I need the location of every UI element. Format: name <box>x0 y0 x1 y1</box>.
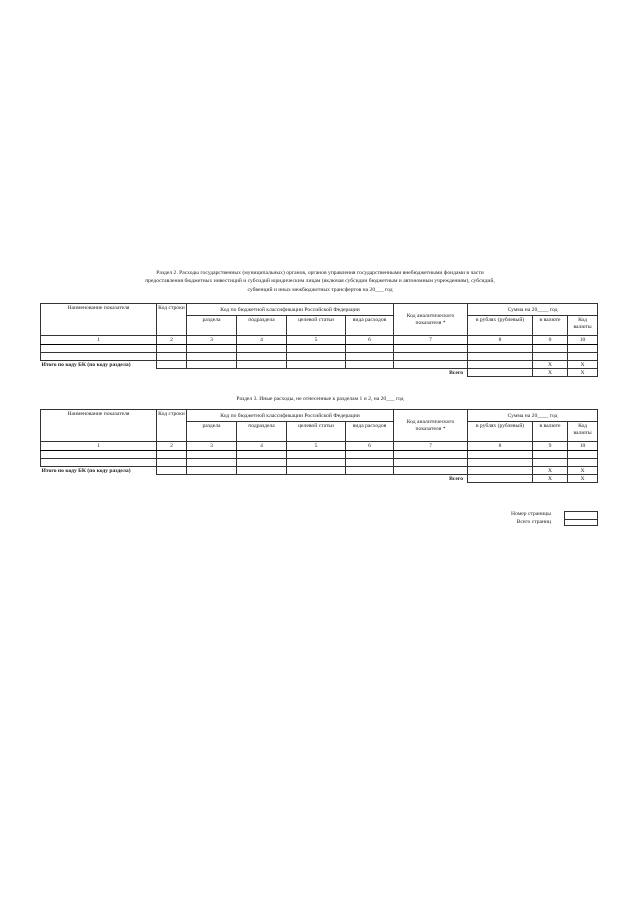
col-header-sum-group: Сумма на 20____ год <box>468 410 598 422</box>
x-mark: X <box>568 369 598 377</box>
total-pages-field[interactable] <box>564 519 598 526</box>
cell-podrazdel[interactable] <box>237 361 287 369</box>
cell-name[interactable] <box>41 459 157 467</box>
cell-code[interactable] <box>157 361 187 369</box>
cell-podrazdel[interactable] <box>237 467 287 475</box>
total-label: Всего <box>449 369 464 376</box>
cell-target[interactable] <box>287 353 346 361</box>
col-number: 4 <box>237 336 287 345</box>
col-number: 7 <box>394 336 468 345</box>
cell-target[interactable] <box>287 451 346 459</box>
col-number: 3 <box>187 442 237 451</box>
col-number: 5 <box>287 336 346 345</box>
x-mark: X <box>533 467 568 475</box>
cell-razdel[interactable] <box>187 467 237 475</box>
x-mark: X <box>533 361 568 369</box>
section-2-title-line-1: Раздел 2. Расходы государственных (муниципальных) органов, органов управления государственными внебюджетными фондами в части <box>156 270 484 276</box>
cell-expense-type[interactable] <box>346 459 394 467</box>
col-header-name: Наименование показателя <box>41 304 157 336</box>
cell-podrazdel[interactable] <box>237 345 287 353</box>
subtotal-label: Итого по коду БК (по коду раздела) <box>41 467 131 474</box>
cell-rub-total[interactable] <box>468 475 533 483</box>
col-header-podrazdel: подраздела <box>237 316 287 336</box>
section-2-table <box>40 303 598 377</box>
section-3-title: Раздел 3. Иные расходы, не отнесенные к разделам 1 и 2, на 20___ год <box>236 396 404 402</box>
cell-rub[interactable] <box>468 361 533 369</box>
cell-analytic[interactable] <box>394 361 468 369</box>
cell-code[interactable] <box>157 345 187 353</box>
col-header-name: Наименование показателя <box>41 410 157 442</box>
cell-analytic[interactable] <box>394 353 468 361</box>
cell-rub[interactable] <box>468 345 533 353</box>
cell-currency[interactable] <box>533 353 568 361</box>
total-row <box>41 475 598 483</box>
col-number: 6 <box>346 336 394 345</box>
cell-target[interactable] <box>287 459 346 467</box>
col-header-rub: в рублях (рублевый) <box>468 316 533 336</box>
cell-razdel[interactable] <box>187 451 237 459</box>
subtotal-label: Итого по коду БК (по коду раздела) <box>41 361 131 368</box>
cell-name[interactable] <box>41 353 157 361</box>
column-number-row <box>41 442 598 451</box>
cell-target[interactable] <box>287 467 346 475</box>
cell-expense-type[interactable] <box>346 451 394 459</box>
col-header-expense-type: вида расходов <box>346 422 394 442</box>
col-number: 2 <box>157 336 187 345</box>
col-header-analytic: Код аналитического показателя * <box>394 410 468 442</box>
col-header-currency-code: Код валюты <box>568 316 598 336</box>
cell-expense-type[interactable] <box>346 361 394 369</box>
col-number: 6 <box>346 442 394 451</box>
col-header-razdel: раздела <box>187 422 237 442</box>
table-row[interactable] <box>41 353 598 361</box>
total-row <box>41 369 598 377</box>
cell-razdel[interactable] <box>187 345 237 353</box>
x-mark: X <box>533 369 568 377</box>
subtotal-row <box>41 361 598 369</box>
col-header-analytic: Код аналитического показателя * <box>394 304 468 336</box>
x-mark: X <box>568 467 598 475</box>
col-header-bk-group: Код по бюджетной классификации Российской Федерации <box>187 410 394 422</box>
table-row[interactable] <box>41 345 598 353</box>
col-header-code: Код строки <box>157 304 187 336</box>
col-number: 1 <box>41 442 157 451</box>
col-number: 0 <box>533 336 568 345</box>
section-2-title-line-2: предоставления бюджетных инвестиций и субсидий юридическим лицам (включая субсидии бюджетным и автономным учреждениям), субсидий, <box>145 278 495 285</box>
cell-code[interactable] <box>157 467 187 475</box>
cell-code[interactable] <box>157 451 187 459</box>
col-header-target: целевой статьи <box>287 316 346 336</box>
col-header-podrazdel: подраздела <box>237 422 287 442</box>
col-header-razdel: раздела <box>187 316 237 336</box>
cell-podrazdel[interactable] <box>237 451 287 459</box>
col-header-target: целевой статьи <box>287 422 346 442</box>
col-number: 10 <box>568 336 598 345</box>
x-mark: X <box>533 475 568 483</box>
cell-currency-code[interactable] <box>568 451 598 459</box>
col-number: 8 <box>468 336 533 345</box>
col-number: 4 <box>237 442 287 451</box>
col-number: 1 <box>41 336 157 345</box>
subtotal-row <box>41 467 598 475</box>
cell-rub[interactable] <box>468 353 533 361</box>
cell-rub-total[interactable] <box>468 369 533 377</box>
cell-currency[interactable] <box>533 459 568 467</box>
x-mark: X <box>568 475 598 483</box>
section-2-title <box>40 269 600 294</box>
cell-currency-code[interactable] <box>568 459 598 467</box>
col-number: 10 <box>568 442 598 451</box>
total-label: Всего <box>449 475 464 482</box>
col-number: 5 <box>287 442 346 451</box>
cell-currency-code[interactable] <box>568 353 598 361</box>
cell-expense-type[interactable] <box>346 353 394 361</box>
page-number-label: Номер страницы <box>511 511 551 517</box>
cell-target[interactable] <box>287 345 346 353</box>
cell-currency-code[interactable] <box>568 345 598 353</box>
cell-target[interactable] <box>287 361 346 369</box>
cell-rub[interactable] <box>468 467 533 475</box>
col-header-sum-group: Сумма на 20____ год <box>468 304 598 316</box>
col-header-bk-group: Код по бюджетной классификации Российской Федерации <box>187 304 394 316</box>
cell-expense-type[interactable] <box>346 467 394 475</box>
cell-rub[interactable] <box>468 459 533 467</box>
col-number: 3 <box>187 336 237 345</box>
cell-razdel[interactable] <box>187 361 237 369</box>
cell-expense-type[interactable] <box>346 345 394 353</box>
col-header-currency-code: Код валюты <box>568 422 598 442</box>
col-number: 7 <box>394 442 468 451</box>
col-header-currency: в валюте <box>533 316 568 336</box>
col-header-code: Код строки <box>157 410 187 442</box>
cell-podrazdel[interactable] <box>237 353 287 361</box>
cell-code[interactable] <box>157 459 187 467</box>
total-pages-label: Всего страниц <box>516 519 551 525</box>
col-number: 2 <box>157 442 187 451</box>
table-row[interactable] <box>41 459 598 467</box>
cell-podrazdel[interactable] <box>237 459 287 467</box>
cell-analytic[interactable] <box>394 451 468 459</box>
cell-razdel[interactable] <box>187 459 237 467</box>
section-2-title-line-3: субвенций и иных межбюджетных трансфертов на 20___ год <box>247 286 393 293</box>
table-row[interactable] <box>41 451 598 459</box>
col-header-currency: в валюте <box>533 422 568 442</box>
cell-rub[interactable] <box>468 451 533 459</box>
col-header-rub: в рублях (рублевый) <box>468 422 533 442</box>
cell-analytic[interactable] <box>394 459 468 467</box>
cell-code[interactable] <box>157 353 187 361</box>
x-mark: X <box>568 361 598 369</box>
cell-currency[interactable] <box>533 345 568 353</box>
col-number: 8 <box>468 442 533 451</box>
col-header-expense-type: вида расходов <box>346 316 394 336</box>
cell-analytic[interactable] <box>394 345 468 353</box>
cell-currency[interactable] <box>533 451 568 459</box>
cell-razdel[interactable] <box>187 353 237 361</box>
col-number: 9 <box>533 442 568 451</box>
cell-analytic[interactable] <box>394 467 468 475</box>
cell-name[interactable] <box>41 451 157 459</box>
section-3-table <box>40 409 598 483</box>
cell-name[interactable] <box>41 345 157 353</box>
column-number-row <box>41 336 598 345</box>
